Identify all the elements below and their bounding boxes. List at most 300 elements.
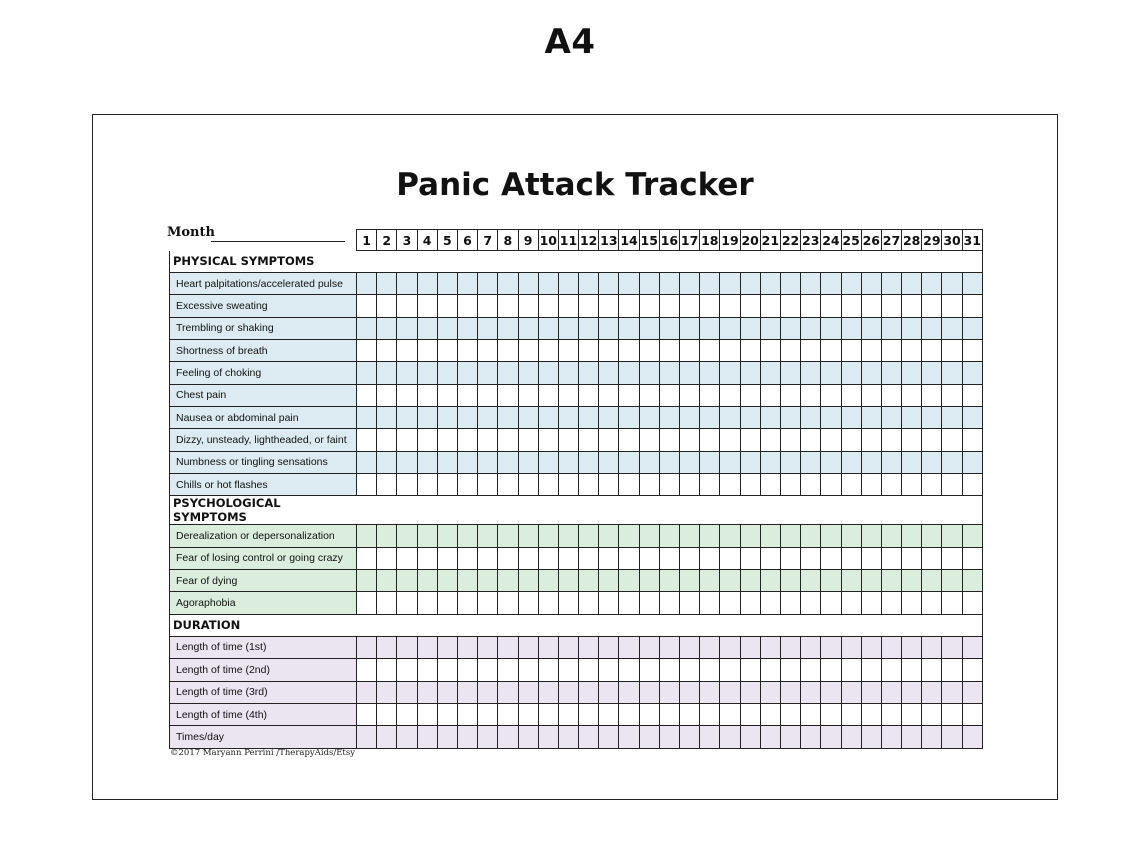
day-cell-27[interactable] <box>881 384 901 406</box>
day-cell-30[interactable] <box>942 451 962 473</box>
day-cell-3[interactable] <box>397 703 417 725</box>
day-cell-31[interactable] <box>962 273 982 295</box>
day-cell-9[interactable] <box>518 659 538 681</box>
day-cell-7[interactable] <box>478 726 498 748</box>
day-cell-31[interactable] <box>962 681 982 703</box>
day-cell-6[interactable] <box>457 273 477 295</box>
day-cell-5[interactable] <box>437 592 457 614</box>
day-cell-9[interactable] <box>518 636 538 658</box>
day-cell-10[interactable] <box>538 384 558 406</box>
day-cell-11[interactable] <box>558 703 578 725</box>
day-cell-27[interactable] <box>881 525 901 547</box>
day-cell-31[interactable] <box>962 592 982 614</box>
day-cell-24[interactable] <box>821 681 841 703</box>
day-cell-7[interactable] <box>478 636 498 658</box>
day-cell-24[interactable] <box>821 703 841 725</box>
day-cell-26[interactable] <box>861 295 881 317</box>
day-cell-1[interactable] <box>357 547 377 569</box>
day-cell-9[interactable] <box>518 547 538 569</box>
day-cell-12[interactable] <box>579 636 599 658</box>
day-cell-8[interactable] <box>498 429 518 451</box>
day-cell-23[interactable] <box>801 592 821 614</box>
day-cell-6[interactable] <box>457 295 477 317</box>
day-cell-5[interactable] <box>437 273 457 295</box>
day-cell-29[interactable] <box>922 547 942 569</box>
day-cell-10[interactable] <box>538 362 558 384</box>
day-cell-20[interactable] <box>740 340 760 362</box>
day-cell-17[interactable] <box>680 570 700 592</box>
day-cell-31[interactable] <box>962 474 982 496</box>
day-cell-12[interactable] <box>579 362 599 384</box>
day-cell-6[interactable] <box>457 317 477 339</box>
day-cell-1[interactable] <box>357 525 377 547</box>
day-cell-4[interactable] <box>417 340 437 362</box>
day-cell-5[interactable] <box>437 384 457 406</box>
day-cell-25[interactable] <box>841 384 861 406</box>
day-cell-7[interactable] <box>478 295 498 317</box>
day-cell-19[interactable] <box>720 681 740 703</box>
day-cell-31[interactable] <box>962 451 982 473</box>
day-cell-31[interactable] <box>962 703 982 725</box>
day-cell-5[interactable] <box>437 429 457 451</box>
day-cell-17[interactable] <box>680 317 700 339</box>
day-cell-2[interactable] <box>377 273 397 295</box>
day-cell-8[interactable] <box>498 570 518 592</box>
day-cell-5[interactable] <box>437 295 457 317</box>
day-cell-14[interactable] <box>619 525 639 547</box>
day-cell-15[interactable] <box>639 726 659 748</box>
day-cell-12[interactable] <box>579 570 599 592</box>
day-cell-5[interactable] <box>437 636 457 658</box>
day-cell-19[interactable] <box>720 362 740 384</box>
day-cell-16[interactable] <box>659 340 679 362</box>
day-cell-11[interactable] <box>558 273 578 295</box>
day-cell-15[interactable] <box>639 592 659 614</box>
day-cell-26[interactable] <box>861 703 881 725</box>
day-cell-20[interactable] <box>740 384 760 406</box>
day-cell-15[interactable] <box>639 570 659 592</box>
day-cell-8[interactable] <box>498 547 518 569</box>
day-cell-30[interactable] <box>942 407 962 429</box>
day-cell-16[interactable] <box>659 407 679 429</box>
day-cell-18[interactable] <box>700 451 720 473</box>
day-cell-26[interactable] <box>861 547 881 569</box>
day-cell-3[interactable] <box>397 295 417 317</box>
day-cell-14[interactable] <box>619 273 639 295</box>
day-cell-24[interactable] <box>821 525 841 547</box>
day-cell-14[interactable] <box>619 659 639 681</box>
day-cell-10[interactable] <box>538 592 558 614</box>
day-cell-8[interactable] <box>498 703 518 725</box>
day-cell-9[interactable] <box>518 592 538 614</box>
day-cell-20[interactable] <box>740 317 760 339</box>
day-cell-21[interactable] <box>760 636 780 658</box>
day-cell-4[interactable] <box>417 703 437 725</box>
day-cell-12[interactable] <box>579 525 599 547</box>
day-cell-24[interactable] <box>821 451 841 473</box>
day-cell-18[interactable] <box>700 340 720 362</box>
day-cell-24[interactable] <box>821 362 841 384</box>
day-cell-15[interactable] <box>639 547 659 569</box>
day-cell-29[interactable] <box>922 429 942 451</box>
day-cell-19[interactable] <box>720 726 740 748</box>
day-cell-6[interactable] <box>457 681 477 703</box>
day-cell-13[interactable] <box>599 384 619 406</box>
day-cell-27[interactable] <box>881 547 901 569</box>
day-cell-14[interactable] <box>619 592 639 614</box>
day-cell-2[interactable] <box>377 525 397 547</box>
day-cell-6[interactable] <box>457 474 477 496</box>
day-cell-21[interactable] <box>760 362 780 384</box>
day-cell-3[interactable] <box>397 636 417 658</box>
day-cell-28[interactable] <box>902 681 922 703</box>
day-cell-13[interactable] <box>599 726 619 748</box>
day-cell-23[interactable] <box>801 659 821 681</box>
day-cell-11[interactable] <box>558 570 578 592</box>
day-cell-7[interactable] <box>478 362 498 384</box>
day-cell-4[interactable] <box>417 362 437 384</box>
day-cell-20[interactable] <box>740 273 760 295</box>
day-cell-22[interactable] <box>780 681 800 703</box>
day-cell-28[interactable] <box>902 384 922 406</box>
day-cell-10[interactable] <box>538 703 558 725</box>
day-cell-11[interactable] <box>558 726 578 748</box>
day-cell-28[interactable] <box>902 340 922 362</box>
day-cell-21[interactable] <box>760 681 780 703</box>
day-cell-1[interactable] <box>357 726 377 748</box>
day-cell-2[interactable] <box>377 570 397 592</box>
day-cell-13[interactable] <box>599 525 619 547</box>
day-cell-8[interactable] <box>498 659 518 681</box>
day-cell-5[interactable] <box>437 317 457 339</box>
day-cell-1[interactable] <box>357 429 377 451</box>
day-cell-14[interactable] <box>619 703 639 725</box>
day-cell-18[interactable] <box>700 681 720 703</box>
day-cell-8[interactable] <box>498 340 518 362</box>
day-cell-12[interactable] <box>579 429 599 451</box>
day-cell-14[interactable] <box>619 474 639 496</box>
day-cell-6[interactable] <box>457 703 477 725</box>
day-cell-11[interactable] <box>558 659 578 681</box>
day-cell-22[interactable] <box>780 273 800 295</box>
day-cell-27[interactable] <box>881 340 901 362</box>
day-cell-29[interactable] <box>922 592 942 614</box>
day-cell-1[interactable] <box>357 384 377 406</box>
day-cell-27[interactable] <box>881 636 901 658</box>
day-cell-15[interactable] <box>639 295 659 317</box>
day-cell-9[interactable] <box>518 362 538 384</box>
day-cell-14[interactable] <box>619 407 639 429</box>
day-cell-3[interactable] <box>397 407 417 429</box>
day-cell-14[interactable] <box>619 340 639 362</box>
day-cell-24[interactable] <box>821 340 841 362</box>
day-cell-8[interactable] <box>498 681 518 703</box>
day-cell-21[interactable] <box>760 547 780 569</box>
day-cell-27[interactable] <box>881 273 901 295</box>
day-cell-19[interactable] <box>720 570 740 592</box>
day-cell-11[interactable] <box>558 362 578 384</box>
day-cell-29[interactable] <box>922 525 942 547</box>
day-cell-2[interactable] <box>377 407 397 429</box>
day-cell-21[interactable] <box>760 659 780 681</box>
day-cell-22[interactable] <box>780 407 800 429</box>
day-cell-8[interactable] <box>498 384 518 406</box>
day-cell-10[interactable] <box>538 317 558 339</box>
day-cell-23[interactable] <box>801 474 821 496</box>
day-cell-13[interactable] <box>599 474 619 496</box>
day-cell-9[interactable] <box>518 407 538 429</box>
day-cell-11[interactable] <box>558 317 578 339</box>
day-cell-30[interactable] <box>942 317 962 339</box>
day-cell-26[interactable] <box>861 659 881 681</box>
day-cell-2[interactable] <box>377 384 397 406</box>
day-cell-14[interactable] <box>619 451 639 473</box>
day-cell-23[interactable] <box>801 384 821 406</box>
day-cell-25[interactable] <box>841 547 861 569</box>
day-cell-24[interactable] <box>821 407 841 429</box>
day-cell-23[interactable] <box>801 636 821 658</box>
day-cell-18[interactable] <box>700 474 720 496</box>
day-cell-30[interactable] <box>942 547 962 569</box>
day-cell-21[interactable] <box>760 317 780 339</box>
day-cell-22[interactable] <box>780 317 800 339</box>
day-cell-4[interactable] <box>417 681 437 703</box>
day-cell-11[interactable] <box>558 681 578 703</box>
day-cell-15[interactable] <box>639 681 659 703</box>
day-cell-7[interactable] <box>478 429 498 451</box>
day-cell-25[interactable] <box>841 726 861 748</box>
day-cell-10[interactable] <box>538 429 558 451</box>
day-cell-3[interactable] <box>397 429 417 451</box>
day-cell-31[interactable] <box>962 570 982 592</box>
day-cell-24[interactable] <box>821 474 841 496</box>
day-cell-27[interactable] <box>881 659 901 681</box>
day-cell-28[interactable] <box>902 703 922 725</box>
day-cell-15[interactable] <box>639 384 659 406</box>
day-cell-30[interactable] <box>942 703 962 725</box>
day-cell-29[interactable] <box>922 273 942 295</box>
day-cell-26[interactable] <box>861 592 881 614</box>
day-cell-3[interactable] <box>397 340 417 362</box>
day-cell-1[interactable] <box>357 592 377 614</box>
day-cell-27[interactable] <box>881 362 901 384</box>
day-cell-17[interactable] <box>680 525 700 547</box>
day-cell-1[interactable] <box>357 317 377 339</box>
day-cell-22[interactable] <box>780 592 800 614</box>
day-cell-24[interactable] <box>821 295 841 317</box>
day-cell-1[interactable] <box>357 570 377 592</box>
day-cell-7[interactable] <box>478 659 498 681</box>
day-cell-22[interactable] <box>780 547 800 569</box>
day-cell-17[interactable] <box>680 592 700 614</box>
day-cell-28[interactable] <box>902 659 922 681</box>
day-cell-23[interactable] <box>801 547 821 569</box>
day-cell-22[interactable] <box>780 340 800 362</box>
day-cell-27[interactable] <box>881 726 901 748</box>
day-cell-10[interactable] <box>538 570 558 592</box>
day-cell-10[interactable] <box>538 273 558 295</box>
day-cell-1[interactable] <box>357 273 377 295</box>
day-cell-6[interactable] <box>457 384 477 406</box>
day-cell-10[interactable] <box>538 659 558 681</box>
day-cell-9[interactable] <box>518 451 538 473</box>
day-cell-25[interactable] <box>841 340 861 362</box>
day-cell-10[interactable] <box>538 681 558 703</box>
day-cell-26[interactable] <box>861 384 881 406</box>
day-cell-5[interactable] <box>437 451 457 473</box>
day-cell-4[interactable] <box>417 726 437 748</box>
day-cell-14[interactable] <box>619 547 639 569</box>
day-cell-13[interactable] <box>599 317 619 339</box>
day-cell-17[interactable] <box>680 407 700 429</box>
day-cell-10[interactable] <box>538 547 558 569</box>
day-cell-25[interactable] <box>841 317 861 339</box>
day-cell-22[interactable] <box>780 570 800 592</box>
day-cell-6[interactable] <box>457 451 477 473</box>
day-cell-22[interactable] <box>780 474 800 496</box>
day-cell-20[interactable] <box>740 681 760 703</box>
day-cell-27[interactable] <box>881 317 901 339</box>
day-cell-7[interactable] <box>478 525 498 547</box>
day-cell-7[interactable] <box>478 340 498 362</box>
day-cell-9[interactable] <box>518 525 538 547</box>
day-cell-18[interactable] <box>700 726 720 748</box>
day-cell-26[interactable] <box>861 570 881 592</box>
day-cell-27[interactable] <box>881 429 901 451</box>
day-cell-11[interactable] <box>558 384 578 406</box>
day-cell-12[interactable] <box>579 726 599 748</box>
day-cell-14[interactable] <box>619 681 639 703</box>
day-cell-29[interactable] <box>922 384 942 406</box>
day-cell-20[interactable] <box>740 451 760 473</box>
day-cell-21[interactable] <box>760 273 780 295</box>
day-cell-11[interactable] <box>558 429 578 451</box>
day-cell-7[interactable] <box>478 407 498 429</box>
day-cell-20[interactable] <box>740 474 760 496</box>
day-cell-21[interactable] <box>760 570 780 592</box>
day-cell-31[interactable] <box>962 547 982 569</box>
day-cell-23[interactable] <box>801 429 821 451</box>
day-cell-28[interactable] <box>902 726 922 748</box>
day-cell-28[interactable] <box>902 451 922 473</box>
day-cell-26[interactable] <box>861 726 881 748</box>
day-cell-31[interactable] <box>962 636 982 658</box>
day-cell-25[interactable] <box>841 525 861 547</box>
day-cell-15[interactable] <box>639 659 659 681</box>
day-cell-16[interactable] <box>659 362 679 384</box>
day-cell-6[interactable] <box>457 362 477 384</box>
day-cell-16[interactable] <box>659 703 679 725</box>
day-cell-18[interactable] <box>700 570 720 592</box>
day-cell-24[interactable] <box>821 273 841 295</box>
day-cell-23[interactable] <box>801 295 821 317</box>
day-cell-21[interactable] <box>760 429 780 451</box>
day-cell-20[interactable] <box>740 429 760 451</box>
day-cell-28[interactable] <box>902 592 922 614</box>
day-cell-29[interactable] <box>922 681 942 703</box>
day-cell-8[interactable] <box>498 317 518 339</box>
day-cell-1[interactable] <box>357 340 377 362</box>
day-cell-13[interactable] <box>599 295 619 317</box>
day-cell-16[interactable] <box>659 474 679 496</box>
day-cell-9[interactable] <box>518 474 538 496</box>
day-cell-19[interactable] <box>720 703 740 725</box>
day-cell-18[interactable] <box>700 592 720 614</box>
day-cell-13[interactable] <box>599 636 619 658</box>
day-cell-16[interactable] <box>659 636 679 658</box>
day-cell-28[interactable] <box>902 570 922 592</box>
day-cell-3[interactable] <box>397 592 417 614</box>
day-cell-29[interactable] <box>922 570 942 592</box>
day-cell-7[interactable] <box>478 681 498 703</box>
day-cell-10[interactable] <box>538 407 558 429</box>
day-cell-14[interactable] <box>619 570 639 592</box>
day-cell-18[interactable] <box>700 384 720 406</box>
day-cell-26[interactable] <box>861 525 881 547</box>
day-cell-4[interactable] <box>417 429 437 451</box>
day-cell-18[interactable] <box>700 703 720 725</box>
day-cell-8[interactable] <box>498 592 518 614</box>
day-cell-6[interactable] <box>457 659 477 681</box>
day-cell-1[interactable] <box>357 474 377 496</box>
day-cell-5[interactable] <box>437 547 457 569</box>
day-cell-4[interactable] <box>417 384 437 406</box>
day-cell-20[interactable] <box>740 295 760 317</box>
day-cell-15[interactable] <box>639 407 659 429</box>
day-cell-21[interactable] <box>760 592 780 614</box>
day-cell-19[interactable] <box>720 295 740 317</box>
day-cell-2[interactable] <box>377 592 397 614</box>
day-cell-6[interactable] <box>457 429 477 451</box>
day-cell-9[interactable] <box>518 703 538 725</box>
day-cell-12[interactable] <box>579 703 599 725</box>
day-cell-17[interactable] <box>680 451 700 473</box>
day-cell-20[interactable] <box>740 525 760 547</box>
day-cell-22[interactable] <box>780 451 800 473</box>
day-cell-19[interactable] <box>720 659 740 681</box>
day-cell-8[interactable] <box>498 407 518 429</box>
day-cell-13[interactable] <box>599 429 619 451</box>
day-cell-26[interactable] <box>861 451 881 473</box>
day-cell-5[interactable] <box>437 570 457 592</box>
day-cell-29[interactable] <box>922 317 942 339</box>
day-cell-3[interactable] <box>397 273 417 295</box>
day-cell-16[interactable] <box>659 451 679 473</box>
day-cell-21[interactable] <box>760 407 780 429</box>
day-cell-16[interactable] <box>659 570 679 592</box>
day-cell-28[interactable] <box>902 273 922 295</box>
day-cell-26[interactable] <box>861 362 881 384</box>
day-cell-13[interactable] <box>599 703 619 725</box>
day-cell-14[interactable] <box>619 317 639 339</box>
day-cell-9[interactable] <box>518 340 538 362</box>
day-cell-1[interactable] <box>357 362 377 384</box>
day-cell-11[interactable] <box>558 547 578 569</box>
day-cell-5[interactable] <box>437 407 457 429</box>
day-cell-6[interactable] <box>457 407 477 429</box>
day-cell-26[interactable] <box>861 474 881 496</box>
day-cell-14[interactable] <box>619 429 639 451</box>
day-cell-15[interactable] <box>639 703 659 725</box>
day-cell-23[interactable] <box>801 451 821 473</box>
day-cell-11[interactable] <box>558 451 578 473</box>
day-cell-7[interactable] <box>478 592 498 614</box>
day-cell-21[interactable] <box>760 340 780 362</box>
day-cell-5[interactable] <box>437 340 457 362</box>
day-cell-10[interactable] <box>538 474 558 496</box>
day-cell-23[interactable] <box>801 525 821 547</box>
day-cell-29[interactable] <box>922 295 942 317</box>
